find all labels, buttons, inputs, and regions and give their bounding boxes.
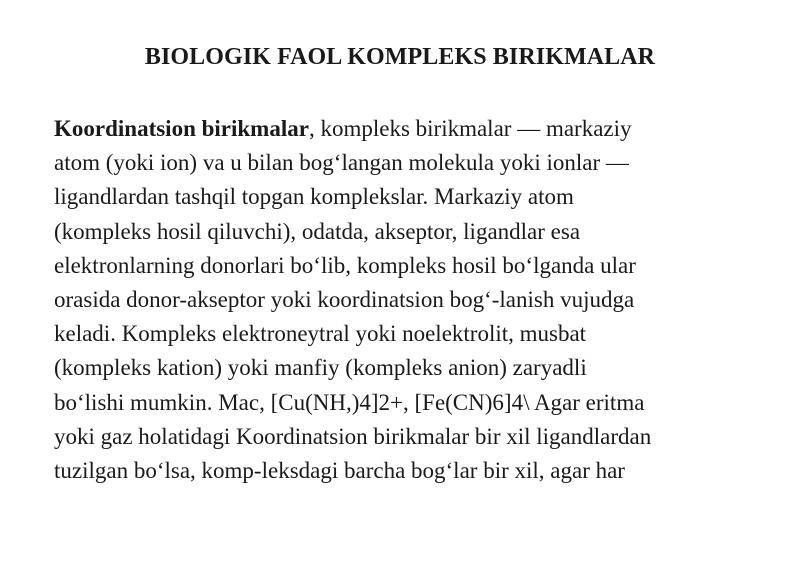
paragraph-line-7: keladi. Kompleks elektroneytral yoki noelektrolit, musbat xyxy=(54,321,587,347)
paragraph-line-8: (kompleks kation) yoki manfiy (kompleks anion) zaryadli xyxy=(54,355,587,381)
paragraph-line-10: yoki gaz holatidagi Koordinatsion birikmalar bir xil ligandlardan xyxy=(54,423,652,449)
body-paragraph xyxy=(54,112,764,488)
paragraph-line-2: atom (yoki ion) va u bilan bog‘langan molekula yoki ionlar — xyxy=(54,150,629,176)
defined-term: Koordinatsion birikmalar xyxy=(54,116,309,141)
page-title: BIOLOGIK FAOL KOMPLEKS BIRIKMALAR xyxy=(144,44,656,70)
paragraph-line-1 xyxy=(54,112,764,146)
paragraph-line-4: (kompleks hosil qiluvchi), odatda, akseptor, ligandlar esa xyxy=(54,218,581,244)
paragraph-line-5: elektronlarning donorlari bo‘lib, kompleks hosil bo‘lganda ular xyxy=(54,252,636,278)
paragraph-line-6: orasida donor-akseptor yoki koordinatsion bog‘-lanish vujudga xyxy=(54,287,635,313)
paragraph-line-9: bo‘lishi mumkin. Mac, [Cu(NH,)4]2+, [Fe(CN)6]4\ Agar eritma xyxy=(54,389,645,415)
first-line-text: , kompleks birikmalar — markaziy xyxy=(308,116,632,141)
paragraph-line-3: ligandlardan tashqil topgan komplekslar. Markaziy atom xyxy=(54,184,574,210)
paragraph-line-11: tuzilgan bo‘lsa, komp-leksdagi barcha bog‘lar bir xil, agar har xyxy=(54,458,625,484)
